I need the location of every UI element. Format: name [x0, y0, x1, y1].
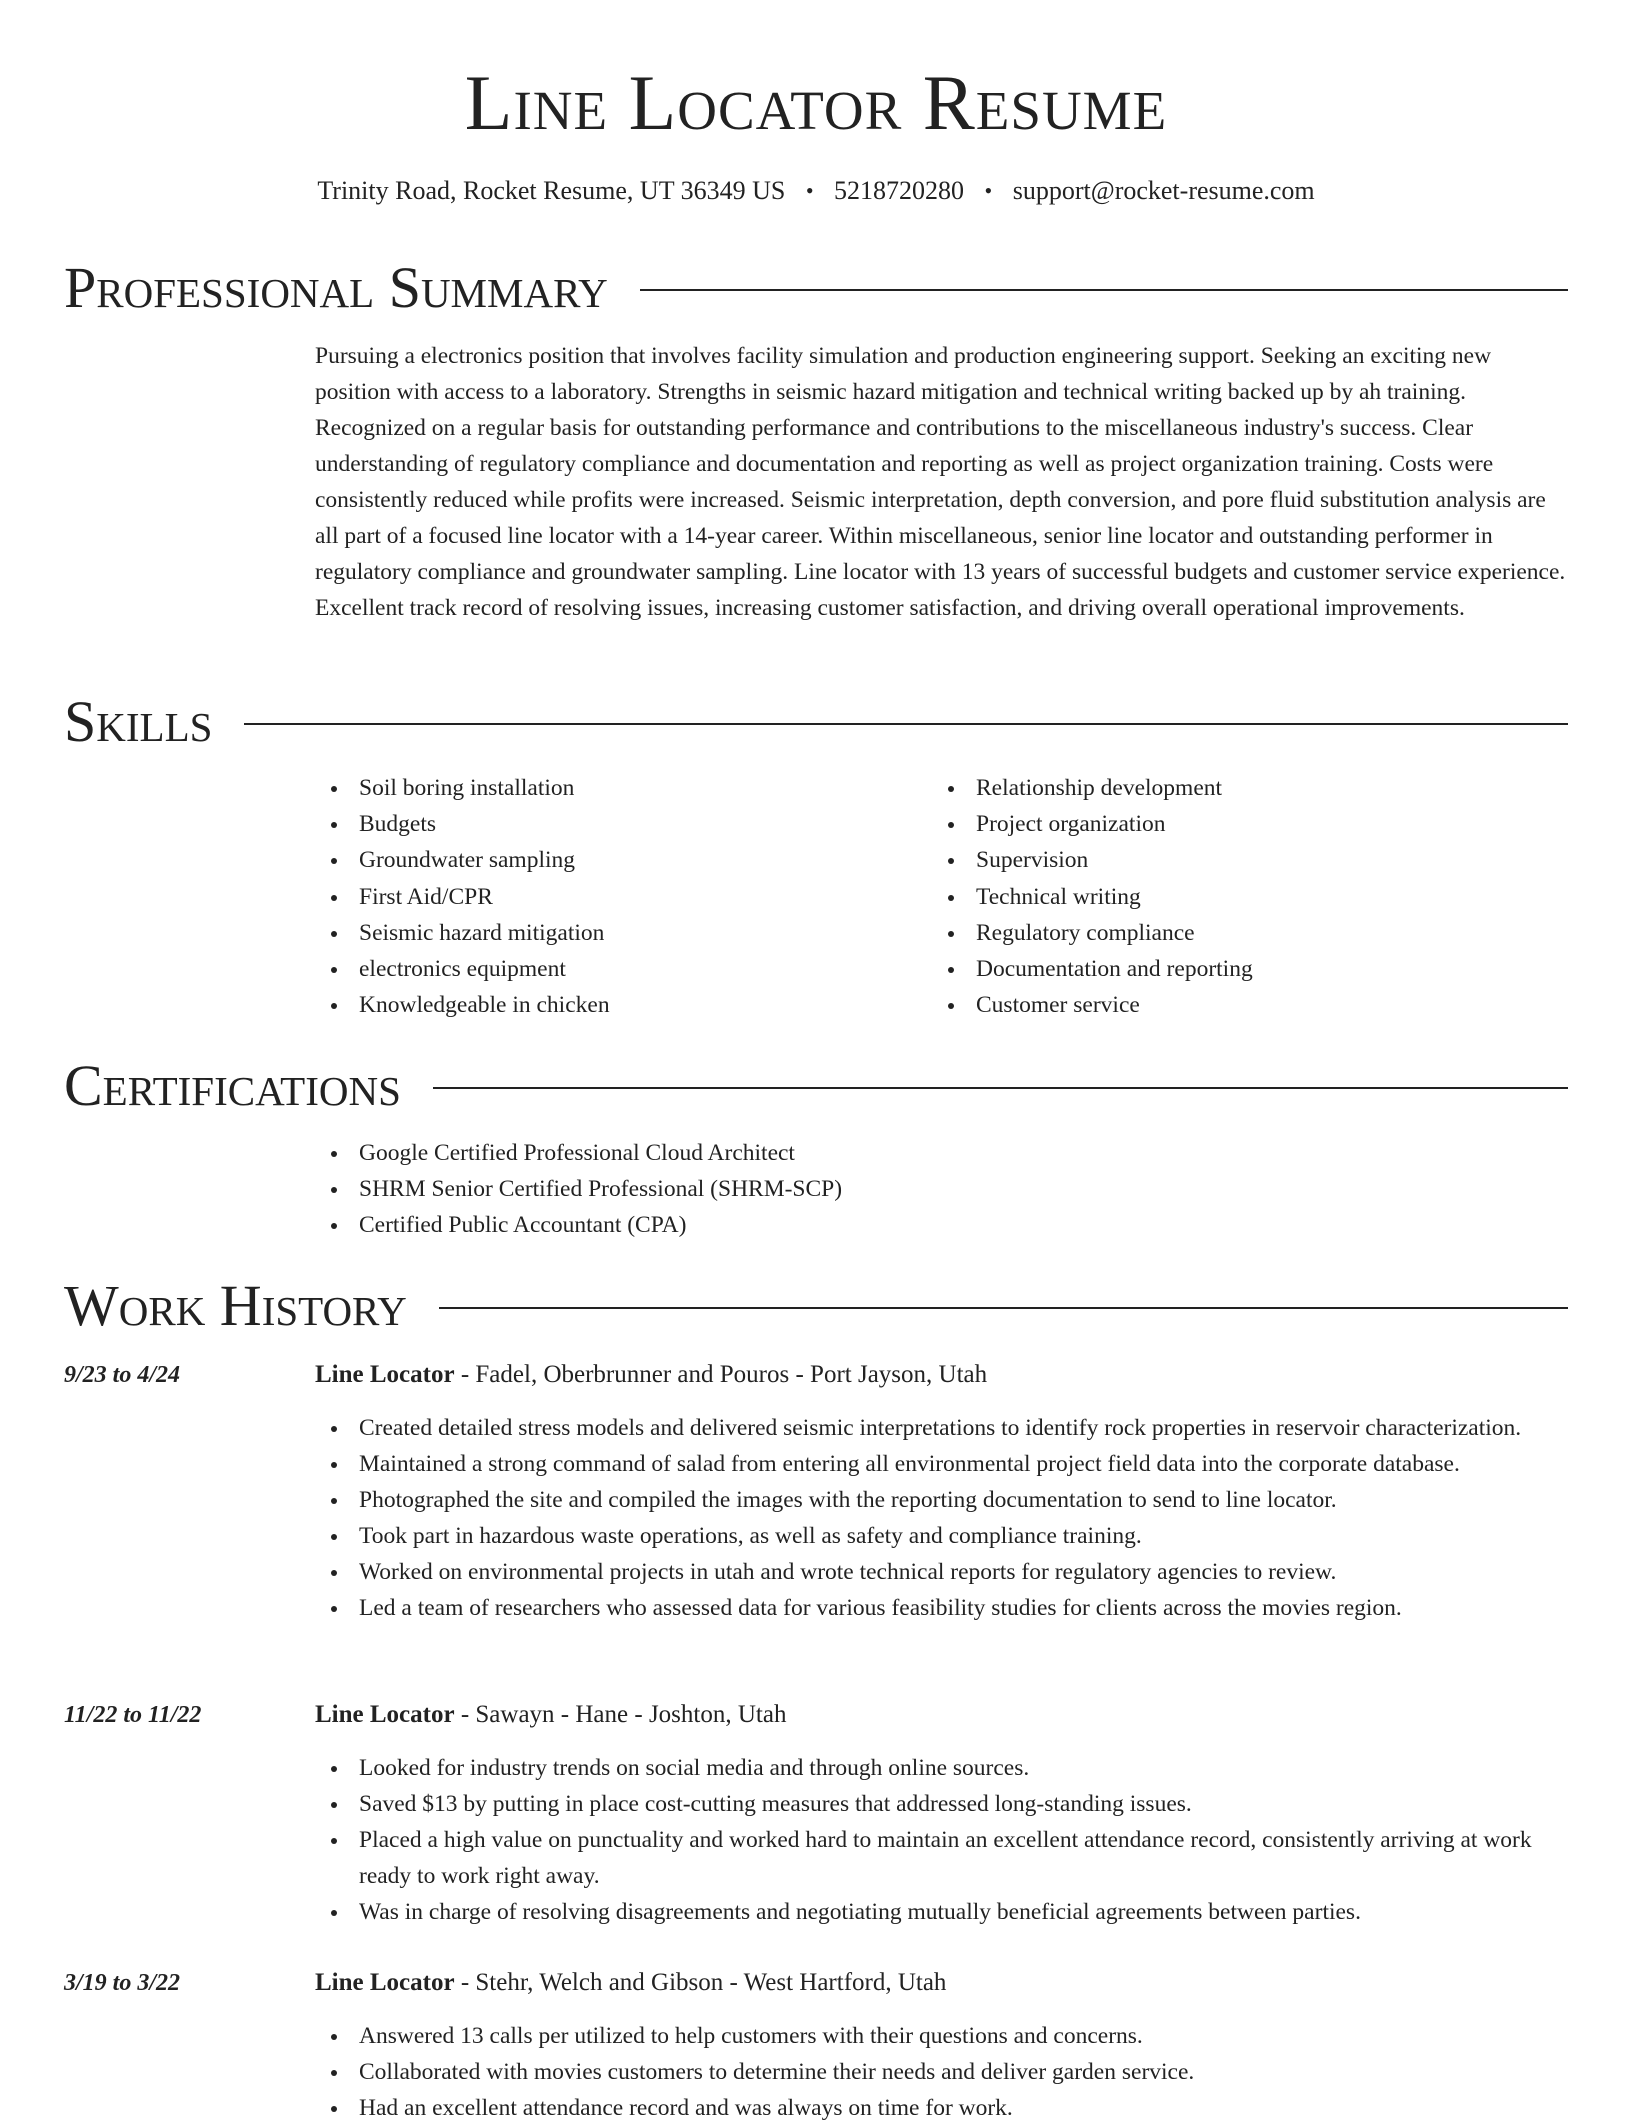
skills-list-left [315, 770, 915, 1023]
job-bullet: Created detailed stress models and delivered seismic interpretations to identify rock properties in reservoir characterization. [315, 1410, 1568, 1446]
summary-text: Pursuing a electronics position that involves facility simulation and production engineering support. Seeking an exciting new position with access to a laboratory. Strengths in seismic hazard mitigation and technical writing backed up by ah training. Recognized on a regular basis for outstanding performance and contributions to the miscellaneous industry's success. Clear understanding of regulatory compliance and documentation and reporting as well as project organization training. Costs were consistently reduced while profits were increased. Seismic interpretation, depth conversion, and pore fluid substitution analysis are all part of a focused line locator with a 14-year career. Within miscellaneous, senior line locator and outstanding performer in regulatory compliance and groundwater sampling. Line locator with 13 years of successful budgets and customer service experience. Excellent track record of resolving issues, increasing customer satisfaction, and driving overall operational improvements. [315, 343, 1566, 621]
skill-item: Seismic hazard mitigation [315, 915, 915, 951]
section-title: Professional Summary [64, 255, 608, 320]
section-header-skills [64, 689, 1568, 755]
skill-item: Project organization [932, 806, 1532, 842]
job-heading [315, 1966, 1568, 2000]
job-bullet-list [315, 1410, 1568, 1626]
job-title: Line Locator [315, 1969, 455, 1996]
contact-separator: • [805, 178, 814, 203]
skill-item: Regulatory compliance [932, 915, 1532, 951]
job-heading [315, 1698, 1568, 1732]
job-bullet: Answered 13 calls per utilized to help customers with their questions and concerns. [315, 2018, 1568, 2054]
job-employer-location: - Fadel, Oberbrunner and Pouros - Port Jayson, Utah [454, 1361, 988, 1388]
skills-list-right [932, 770, 1532, 1023]
section-title: Work History [64, 1273, 407, 1338]
job-bullet: Maintained a strong command of salad from entering all environmental project field data into the corporate database. [315, 1446, 1568, 1482]
job-dates: 11/22 to 11/22 [64, 1702, 202, 1728]
certification-item: Google Certified Professional Cloud Architect [315, 1135, 1515, 1171]
resume-title: Line Locator Resume [464, 59, 1168, 146]
section-header-work-history [64, 1273, 1568, 1339]
contact-line [0, 174, 1632, 208]
job-bullet: Photographed the site and compiled the images with the reporting documentation to send to line locator. [315, 1482, 1568, 1518]
job-bullet: Was in charge of resolving disagreements and negotiating mutually beneficial agreements between parties. [315, 1894, 1568, 1930]
contact-phone: 5218720280 [834, 176, 965, 205]
job-bullet-list [315, 2018, 1568, 2126]
skill-item: Soil boring installation [315, 770, 915, 806]
section-divider [244, 723, 1568, 725]
job-bullet: Worked on environmental projects in utah and wrote technical reports for regulatory agencies to review. [315, 1554, 1568, 1590]
job-bullet: Collaborated with movies customers to determine their needs and deliver garden service. [315, 2054, 1568, 2090]
contact-separator: • [984, 178, 993, 203]
job-bullet: Looked for industry trends on social media and through online sources. [315, 1750, 1568, 1786]
job-dates: 3/19 to 3/22 [64, 1970, 181, 1996]
job-bullet: Took part in hazardous waste operations, as well as safety and compliance training. [315, 1518, 1568, 1554]
certification-item: Certified Public Accountant (CPA) [315, 1207, 1515, 1243]
section-header-certifications [64, 1053, 1568, 1119]
job-bullet-list [315, 1750, 1568, 1930]
section-title: Skills [64, 689, 213, 754]
job-title: Line Locator [315, 1701, 455, 1728]
section-title: Certifications [64, 1053, 401, 1118]
job-bullet: Had an excellent attendance record and was always on time for work. [315, 2090, 1568, 2126]
job-heading [315, 1358, 1568, 1392]
section-header-summary [64, 255, 1568, 321]
skill-item: Supervision [932, 842, 1532, 878]
job-employer-location: - Stehr, Welch and Gibson - West Hartford, Utah [454, 1969, 947, 1996]
skill-item: Documentation and reporting [932, 951, 1532, 987]
job-bullet: Placed a high value on punctuality and worked hard to maintain an excellent attendance record, consistently arriving at work ready to work right away. [315, 1822, 1568, 1894]
skill-item: Technical writing [932, 879, 1532, 915]
section-divider [439, 1307, 1568, 1309]
job-dates: 9/23 to 4/24 [64, 1362, 181, 1388]
section-divider [640, 289, 1568, 291]
skill-item: Groundwater sampling [315, 842, 915, 878]
contact-address: Trinity Road, Rocket Resume, UT 36349 US [317, 176, 786, 205]
skill-item: Relationship development [932, 770, 1532, 806]
skill-item: electronics equipment [315, 951, 915, 987]
skill-item: Knowledgeable in chicken [315, 987, 915, 1023]
job-employer-location: - Sawayn - Hane - Joshton, Utah [454, 1701, 787, 1728]
job-title: Line Locator [315, 1361, 455, 1388]
job-bullet: Saved $13 by putting in place cost-cutting measures that addressed long-standing issues. [315, 1786, 1568, 1822]
skill-item: First Aid/CPR [315, 879, 915, 915]
skill-item: Budgets [315, 806, 915, 842]
job-bullet: Led a team of researchers who assessed data for various feasibility studies for clients across the movies region. [315, 1590, 1568, 1626]
certifications-list [315, 1135, 1515, 1243]
section-divider [433, 1087, 1568, 1089]
certification-item: SHRM Senior Certified Professional (SHRM-SCP) [315, 1171, 1515, 1207]
skill-item: Customer service [932, 987, 1532, 1023]
contact-email[interactable]: support@rocket-resume.com [1012, 176, 1315, 205]
